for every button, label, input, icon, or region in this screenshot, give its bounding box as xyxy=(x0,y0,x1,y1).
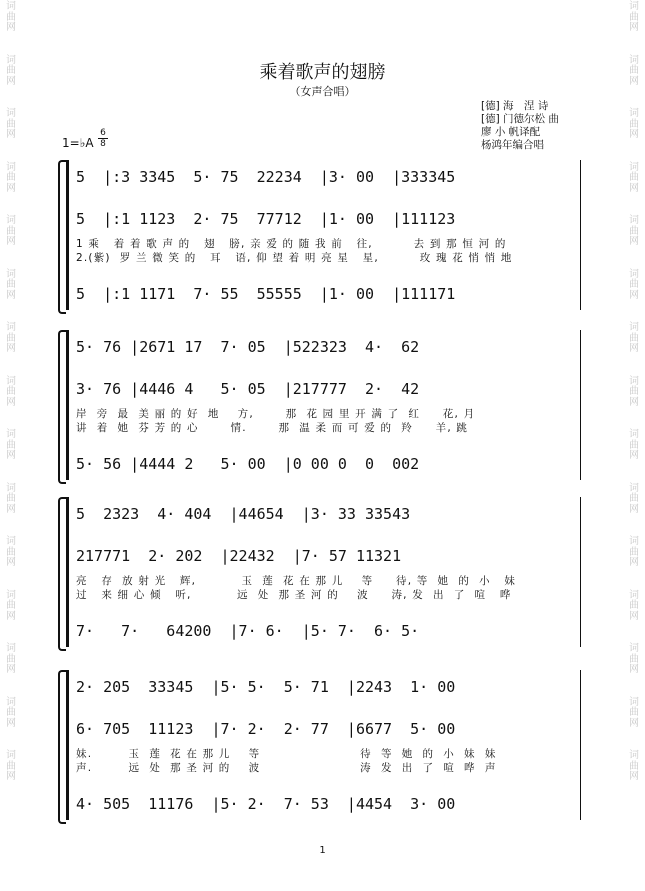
watermark-char: 词 xyxy=(629,1,639,12)
watermark-char: 曲 xyxy=(6,707,16,718)
watermark-char: 网 xyxy=(6,557,16,568)
watermark-right xyxy=(627,2,641,805)
song-subtitle: （女声合唱） xyxy=(289,85,356,98)
meter-bottom: 8 xyxy=(98,138,108,149)
watermark-gap xyxy=(4,783,18,805)
notation-line: 7· 7· 64200 |7· 6· |5· 7· 6· 5· xyxy=(76,622,420,640)
watermark-char: 网 xyxy=(6,771,16,782)
watermark-char: 网 xyxy=(6,236,16,247)
watermark-gap xyxy=(4,462,18,484)
watermark-char: 网 xyxy=(6,610,16,622)
watermark-char: 词 xyxy=(629,54,639,66)
watermark-char: 词 xyxy=(629,322,639,333)
watermark-left xyxy=(4,2,18,805)
watermark-char: 词 xyxy=(6,268,16,280)
watermark-char: 网 xyxy=(6,75,16,87)
watermark-gap xyxy=(627,141,641,163)
watermark-char: 网 xyxy=(629,289,639,301)
watermark-gap xyxy=(627,729,641,751)
watermark-char: 曲 xyxy=(6,11,16,23)
watermark-gap xyxy=(4,676,18,698)
watermark-char: 曲 xyxy=(629,118,639,130)
lyric-line: 2.(紫) 罗 兰 微 笑 的 耳 语, 仰 望 着 明 亮 星 星, 玫 瑰 花 悄 悄 地 xyxy=(76,252,513,264)
watermark-char: 网 xyxy=(629,503,639,515)
watermark-gap xyxy=(4,355,18,377)
watermark-char: 词 xyxy=(6,1,16,12)
system-start-bar xyxy=(66,160,69,310)
notation-line: 5· 76 |2671 17 7· 05 |522323 4· 62 xyxy=(76,338,420,356)
time-signature xyxy=(98,128,108,149)
watermark-char: 词 xyxy=(6,696,16,708)
lyric-line: 讲 着 她 芬 芳 的 心 情. 那 温 柔 而 可 爱 的 羚 羊, 跳 xyxy=(76,422,469,434)
system-brace xyxy=(58,330,66,484)
system-end-bar xyxy=(580,497,581,647)
watermark-char: 曲 xyxy=(629,493,639,504)
page-number: 1 xyxy=(319,845,326,856)
song-title: 乘着歌声的翅膀 xyxy=(259,62,386,83)
watermark-char: 词 xyxy=(6,750,16,761)
system-end-bar xyxy=(580,160,581,310)
watermark-char: 曲 xyxy=(6,172,16,183)
watermark-char: 曲 xyxy=(6,386,16,397)
watermark-char: 词 xyxy=(6,375,16,387)
notation-line: 3· 76 |4446 4 5· 05 |217777 2· 42 xyxy=(76,380,420,398)
watermark-char: 曲 xyxy=(629,225,639,237)
watermark-char: 网 xyxy=(6,450,16,461)
watermark-gap xyxy=(627,408,641,430)
watermark-gap xyxy=(627,248,641,270)
notation-line: 5· 56 |4444 2 5· 00 |0 00 0 0 002 xyxy=(76,455,420,473)
system-brace xyxy=(58,497,66,651)
watermark-char: 词 xyxy=(6,643,16,654)
watermark-char: 曲 xyxy=(629,653,639,665)
system-brace xyxy=(58,160,66,314)
watermark-char: 词 xyxy=(629,108,639,119)
notation-line: 217771 2· 202 |22432 |7· 57 11321 xyxy=(76,547,402,565)
lyric-line: 妹. 玉 莲 花 在 那 儿 等 待 等 她 的 小 妹 妹 xyxy=(76,748,497,760)
watermark-gap xyxy=(4,515,18,537)
lyric-line: 过 来 细 心 倾 听, 远 处 那 圣 河 的 波 涛, 发 出 了 喧 哗 xyxy=(76,589,512,601)
watermark-char: 网 xyxy=(629,236,639,247)
watermark-gap xyxy=(4,141,18,163)
notation-line: 6· 705 11123 |7· 2· 2· 77 |6677 5· 00 xyxy=(76,720,456,738)
watermark-char: 曲 xyxy=(629,172,639,183)
watermark-char: 网 xyxy=(629,610,639,622)
watermark-gap xyxy=(627,515,641,537)
watermark-char: 词 xyxy=(629,429,639,440)
watermark-char: 网 xyxy=(629,22,639,33)
watermark-char: 词 xyxy=(629,482,639,494)
watermark-char: 词 xyxy=(629,589,639,601)
watermark-char: 词 xyxy=(6,108,16,119)
system-end-bar xyxy=(580,670,581,820)
watermark-char: 曲 xyxy=(629,11,639,23)
watermark-char: 网 xyxy=(6,717,16,729)
watermark-char: 词 xyxy=(629,161,639,173)
watermark-char: 曲 xyxy=(629,65,639,76)
watermark-char: 词 xyxy=(6,215,16,226)
lyric-line: 1 乘 着 着 歌 声 的 翅 膀, 亲 爱 的 随 我 前 往, 去 到 那 恒 河 的 xyxy=(76,238,507,250)
system-start-bar xyxy=(66,497,69,647)
watermark-char: 曲 xyxy=(6,439,16,451)
watermark-gap xyxy=(627,676,641,698)
watermark-gap xyxy=(4,248,18,270)
watermark-char: 网 xyxy=(629,182,639,194)
watermark-char: 网 xyxy=(629,343,639,354)
watermark-char: 词 xyxy=(6,589,16,601)
watermark-char: 曲 xyxy=(6,760,16,772)
watermark-char: 网 xyxy=(629,664,639,675)
watermark-char: 网 xyxy=(6,396,16,408)
watermark-gap xyxy=(627,462,641,484)
watermark-char: 词 xyxy=(6,482,16,494)
watermark-char: 词 xyxy=(6,536,16,547)
watermark-gap xyxy=(627,194,641,216)
watermark-char: 词 xyxy=(629,375,639,387)
watermark-char: 网 xyxy=(629,129,639,140)
watermark-gap xyxy=(4,622,18,644)
watermark-gap xyxy=(4,194,18,216)
watermark-char: 网 xyxy=(6,289,16,301)
watermark-char: 曲 xyxy=(629,332,639,344)
system-start-bar xyxy=(66,330,69,480)
meter-top: 6 xyxy=(100,128,106,138)
watermark-char: 网 xyxy=(629,771,639,782)
watermark-char: 网 xyxy=(6,129,16,140)
watermark-char: 网 xyxy=(629,75,639,87)
watermark-char: 词 xyxy=(6,429,16,440)
watermark-char: 网 xyxy=(629,717,639,729)
watermark-gap xyxy=(4,34,18,56)
watermark-char: 曲 xyxy=(629,760,639,772)
watermark-char: 网 xyxy=(629,396,639,408)
key-signature: 1=♭A xyxy=(62,136,94,150)
watermark-gap xyxy=(4,408,18,430)
watermark-char: 曲 xyxy=(6,225,16,237)
watermark-char: 曲 xyxy=(6,653,16,665)
watermark-char: 网 xyxy=(6,343,16,354)
lyric-line: 亮 存 放 射 光 辉, 玉 莲 花 在 那 儿 等 待, 等 她 的 小 妹 xyxy=(76,575,517,587)
notation-line: 2· 205 33345 |5· 5· 5· 71 |2243 1· 00 xyxy=(76,678,456,696)
watermark-char: 网 xyxy=(6,664,16,675)
lyric-line: 声. 远 处 那 圣 河 的 波 涛 发 出 了 喧 哗 声 xyxy=(76,762,497,774)
system-brace xyxy=(58,670,66,824)
system-end-bar xyxy=(580,330,581,480)
watermark-char: 词 xyxy=(629,750,639,761)
notation-line: 5 2323 4· 404 |44654 |3· 33 33543 xyxy=(76,505,411,523)
watermark-gap xyxy=(4,569,18,591)
watermark-char: 曲 xyxy=(629,439,639,451)
watermark-char: 词 xyxy=(629,536,639,547)
watermark-gap xyxy=(627,783,641,805)
watermark-gap xyxy=(627,622,641,644)
lyric-line: 岸 旁 最 美 丽 的 好 地 方, 那 花 园 里 开 满 了 红 花, 月 xyxy=(76,408,476,420)
credits-block: [德] 海 涅 诗 [德] 门德尔松 曲 廖 小 帆译配 杨鸿年编合唱 xyxy=(481,100,559,151)
notation-line: 4· 505 11176 |5· 2· 7· 53 |4454 3· 00 xyxy=(76,795,456,813)
watermark-gap xyxy=(4,301,18,323)
notation-line: 5 |:3 3345 5· 75 22234 |3· 00 |333345 xyxy=(76,168,456,186)
watermark-char: 曲 xyxy=(629,600,639,611)
watermark-gap xyxy=(627,301,641,323)
watermark-char: 词 xyxy=(6,322,16,333)
watermark-gap xyxy=(627,34,641,56)
watermark-char: 曲 xyxy=(629,279,639,290)
watermark-char: 曲 xyxy=(629,386,639,397)
watermark-gap xyxy=(627,355,641,377)
watermark-char: 曲 xyxy=(6,65,16,76)
watermark-gap xyxy=(4,729,18,751)
watermark-char: 曲 xyxy=(629,707,639,718)
watermark-char: 词 xyxy=(629,696,639,708)
watermark-char: 词 xyxy=(629,643,639,654)
watermark-char: 曲 xyxy=(6,546,16,558)
watermark-char: 词 xyxy=(6,161,16,173)
watermark-char: 词 xyxy=(6,54,16,66)
notation-line: 5 |:1 1171 7· 55 55555 |1· 00 |111171 xyxy=(76,285,456,303)
watermark-char: 网 xyxy=(6,182,16,194)
watermark-char: 曲 xyxy=(629,546,639,558)
watermark-char: 词 xyxy=(629,215,639,226)
watermark-char: 网 xyxy=(6,503,16,515)
watermark-char: 曲 xyxy=(6,279,16,290)
watermark-char: 曲 xyxy=(6,118,16,130)
watermark-char: 网 xyxy=(629,450,639,461)
watermark-char: 网 xyxy=(629,557,639,568)
watermark-char: 曲 xyxy=(6,332,16,344)
watermark-char: 网 xyxy=(6,22,16,33)
system-start-bar xyxy=(66,670,69,820)
watermark-char: 曲 xyxy=(6,493,16,504)
notation-line: 5 |:1 1123 2· 75 77712 |1· 00 |111123 xyxy=(76,210,456,228)
watermark-char: 曲 xyxy=(6,600,16,611)
watermark-char: 词 xyxy=(629,268,639,280)
watermark-gap xyxy=(627,569,641,591)
